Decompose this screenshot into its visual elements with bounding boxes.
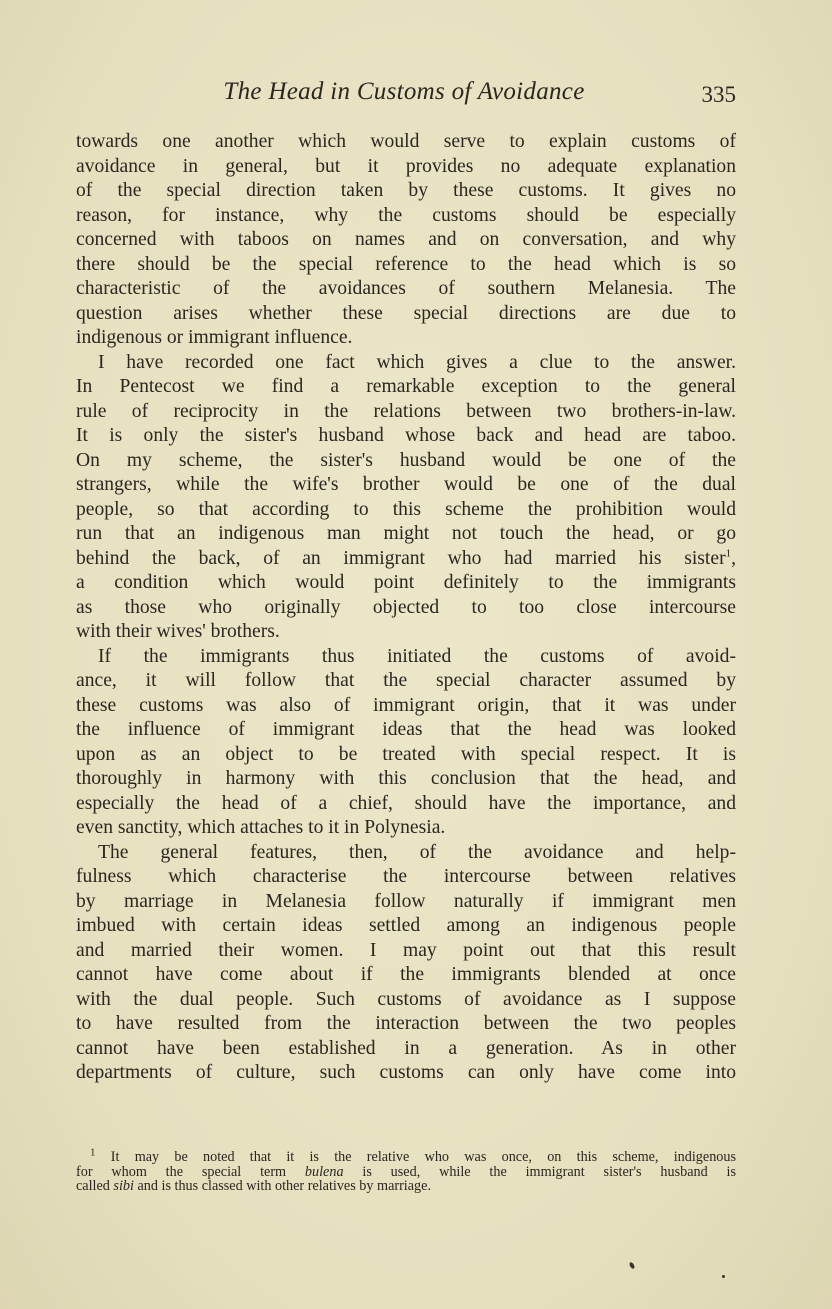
line-text: strangers, while the wife's brother would be one of the dual xyxy=(76,474,736,495)
footnote-text: It may be noted that it is the relative who was once, on this scheme, indigenous xyxy=(110,1149,737,1165)
running-title: The Head in Customs of Avoidance xyxy=(223,78,585,105)
line-text: characteristic of the avoidances of southern Melanesia. The xyxy=(76,278,736,299)
scan-speck xyxy=(629,1261,636,1269)
line-text: cannot have been established in a generation. As in other xyxy=(76,1037,736,1059)
line-text: concerned with taboos on names and on conversation, and why xyxy=(76,229,736,250)
line-text: It is only the sister's husband whose back and head are taboo. xyxy=(76,425,736,446)
line-text: thoroughly in harmony with this conclusion that the head, and xyxy=(76,768,736,789)
line-text: as those who originally objected to too close intercourse xyxy=(76,596,736,618)
line-text: of the special direction taken by these customs. It gives no xyxy=(76,180,736,201)
line-text: question arises whether these special directions are due to xyxy=(76,302,736,324)
footnote-marker: 1 xyxy=(90,1146,96,1159)
line-text: by marriage in Melanesia follow naturally if immigrant men xyxy=(76,890,736,912)
line-text: especially the head of a chief, should have the importance, and xyxy=(76,792,736,814)
line-text: ance, it will follow that the special character assumed by xyxy=(76,670,736,691)
text-line xyxy=(76,449,736,474)
footnote-text: and is thus classed with other relatives by marriage. xyxy=(133,1178,431,1194)
footnote xyxy=(76,1146,737,1194)
text-line xyxy=(76,130,736,155)
text-line xyxy=(76,473,736,498)
line-text: The general features, then, of the avoidance and help- xyxy=(98,841,736,863)
text-line xyxy=(76,522,736,547)
line-text: people, so that according to this scheme the prohibition would xyxy=(76,498,736,520)
text-line xyxy=(76,841,736,866)
text-line xyxy=(76,547,736,572)
text-line xyxy=(76,228,736,253)
text-line xyxy=(76,375,736,400)
text-line xyxy=(76,498,736,523)
text-line xyxy=(76,302,736,327)
line-text: behind the back, of an immigrant who had married his sister xyxy=(76,547,726,569)
text-line xyxy=(76,1061,736,1086)
text-line xyxy=(76,571,736,596)
text-line xyxy=(76,816,736,841)
line-text: there should be the special reference to the head which is so xyxy=(76,253,736,275)
line-text: a condition which would point definitely to the immigrants xyxy=(76,572,736,593)
footnote-term-sibi: sibi xyxy=(113,1178,134,1194)
text-line xyxy=(76,963,736,988)
text-line xyxy=(76,645,736,670)
text-line xyxy=(76,792,736,817)
footnote-text: for whom the special term xyxy=(76,1163,305,1180)
line-text: to have resulted from the interaction between the two peoples xyxy=(76,1013,736,1034)
line-text: and married their women. I may point out that this result xyxy=(76,939,736,961)
text-line xyxy=(76,1012,736,1037)
text-line xyxy=(76,1037,736,1062)
line-text: If the immigrants thus initiated the customs of avoid- xyxy=(98,645,736,667)
text-line xyxy=(76,988,736,1013)
line-text: reason, for instance, why the customs should be especially xyxy=(76,204,736,226)
footnote-term-bulena: bulena xyxy=(304,1163,344,1180)
text-line xyxy=(76,694,736,719)
page-number: 335 xyxy=(701,82,736,107)
line-text: even sanctity, which attaches to it in Polynesia. xyxy=(76,817,446,838)
text-line xyxy=(76,939,736,964)
text-line xyxy=(76,326,736,351)
text-line xyxy=(76,743,736,768)
line-text: with their wives' brothers. xyxy=(76,621,280,642)
text-line xyxy=(76,155,736,180)
text-line xyxy=(76,865,736,890)
line-text: the influence of immigrant ideas that the head was looked xyxy=(76,719,736,740)
footnote-line xyxy=(76,1179,736,1194)
footnote-text: is used, while the immigrant sister's husband is xyxy=(343,1163,736,1180)
text-line xyxy=(76,718,736,743)
line-text: departments of culture, such customs can only have come into xyxy=(76,1062,736,1083)
body-text xyxy=(76,130,736,1086)
line-text: run that an indigenous man might not touch the head, or go xyxy=(76,523,736,544)
page-header xyxy=(76,78,736,110)
line-text: I have recorded one fact which gives a clue to the answer. xyxy=(98,351,736,373)
footnote-line xyxy=(76,1146,737,1165)
line-text: upon as an object to be treated with special respect. It is xyxy=(76,743,736,765)
footnote-reference: 1 xyxy=(725,546,732,559)
line-text: with the dual people. Such customs of avoidance as I suppose xyxy=(76,988,736,1010)
text-line xyxy=(76,424,736,449)
line-text: fulness which characterise the intercourse between relatives xyxy=(76,866,736,887)
text-line xyxy=(76,400,736,425)
text-line xyxy=(76,620,736,645)
text-line xyxy=(76,277,736,302)
text-line xyxy=(76,890,736,915)
line-text: , xyxy=(731,547,736,569)
text-line xyxy=(76,914,736,939)
line-text: imbued with certain ideas settled among an indigenous people xyxy=(76,915,736,936)
scan-speck xyxy=(722,1275,725,1278)
text-line xyxy=(76,179,736,204)
line-text: these customs was also of immigrant origin, that it was under xyxy=(76,694,736,716)
footnote-text: called xyxy=(76,1178,114,1194)
line-text: cannot have come about if the immigrants blended at once xyxy=(76,964,736,985)
line-text: In Pentecost we find a remarkable exception to the general xyxy=(76,376,736,397)
footnote-line xyxy=(76,1165,736,1180)
line-text: indigenous or immigrant influence. xyxy=(76,327,353,348)
text-line xyxy=(76,669,736,694)
text-line xyxy=(76,767,736,792)
line-text: On my scheme, the sister's husband would be one of the xyxy=(76,449,736,471)
line-text: towards one another which would serve to explain customs of xyxy=(76,131,736,152)
line-text: rule of reciprocity in the relations between two brothers-in-law. xyxy=(76,400,736,422)
text-line xyxy=(76,204,736,229)
line-text: avoidance in general, but it provides no adequate explanation xyxy=(76,155,736,177)
text-line xyxy=(76,596,736,621)
text-line xyxy=(76,253,736,278)
text-line xyxy=(76,351,736,376)
